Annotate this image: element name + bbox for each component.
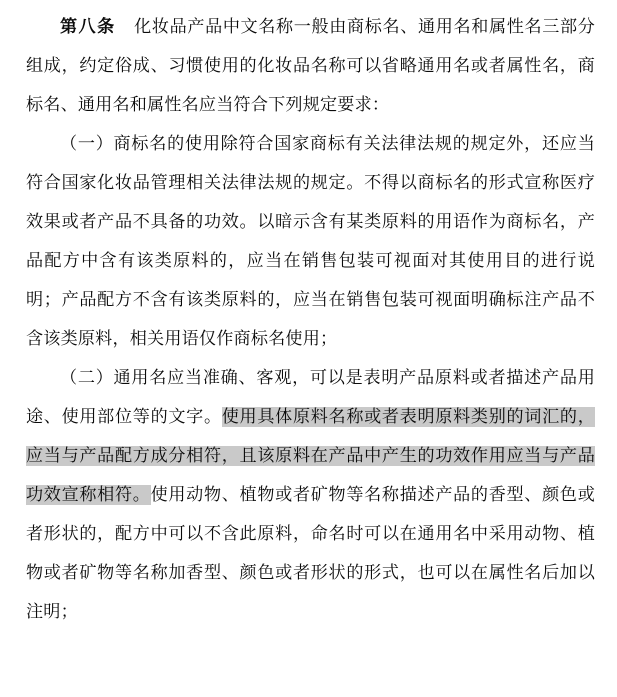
- article-number: 第八条: [60, 17, 116, 37]
- paragraph-article-8-intro: [26, 8, 595, 125]
- text-run: （一）商标名的使用除符合国家商标有关法律法规的规定外，还应当符合国家化妆品管理相关法律法规的规定。不得以商标名的形式宣称医疗效果或者产品不具备的功效。以暗示含有某类原料的用语作为商标名，产品配方中含有该类原料的，应当在销售包装可视面对其使用目的进行说明；产品配方不含有该类原料的，应当在销售包装可视面明确标注产品不含该类原料，相关用语仅作商标名使用；: [26, 134, 595, 349]
- document-body: [26, 8, 595, 632]
- text-run: 化妆品产品中文名称一般由商标名、通用名和属性名三部分组成，约定俗成、习惯使用的化妆品名称可以省略通用名或者属性名，商标名、通用名和属性名应当符合下列规定要求：: [26, 17, 596, 115]
- highlighted-text: 使用具体原料名称或者表明原料类别的词汇的，应当与产品配方成分相符，且该原料在产品中产生的功效作用应当与产品功效宣称相符。: [26, 407, 595, 505]
- text-run: （二）通用名应当准确、客观，可以是表明产品原料或者描述产品用途、使用部位等的文字。: [26, 368, 595, 427]
- paragraph-clause-2: [26, 359, 595, 632]
- paragraph-clause-1: [26, 125, 595, 359]
- text-run: 使用动物、植物或者矿物等名称描述产品的香型、颜色或者形状的，配方中可以不含此原料，命名时可以在通用名中采用动物、植物或者矿物等名称加香型、颜色或者形状的形式，也可以在属性名后加以注明；: [26, 485, 595, 622]
